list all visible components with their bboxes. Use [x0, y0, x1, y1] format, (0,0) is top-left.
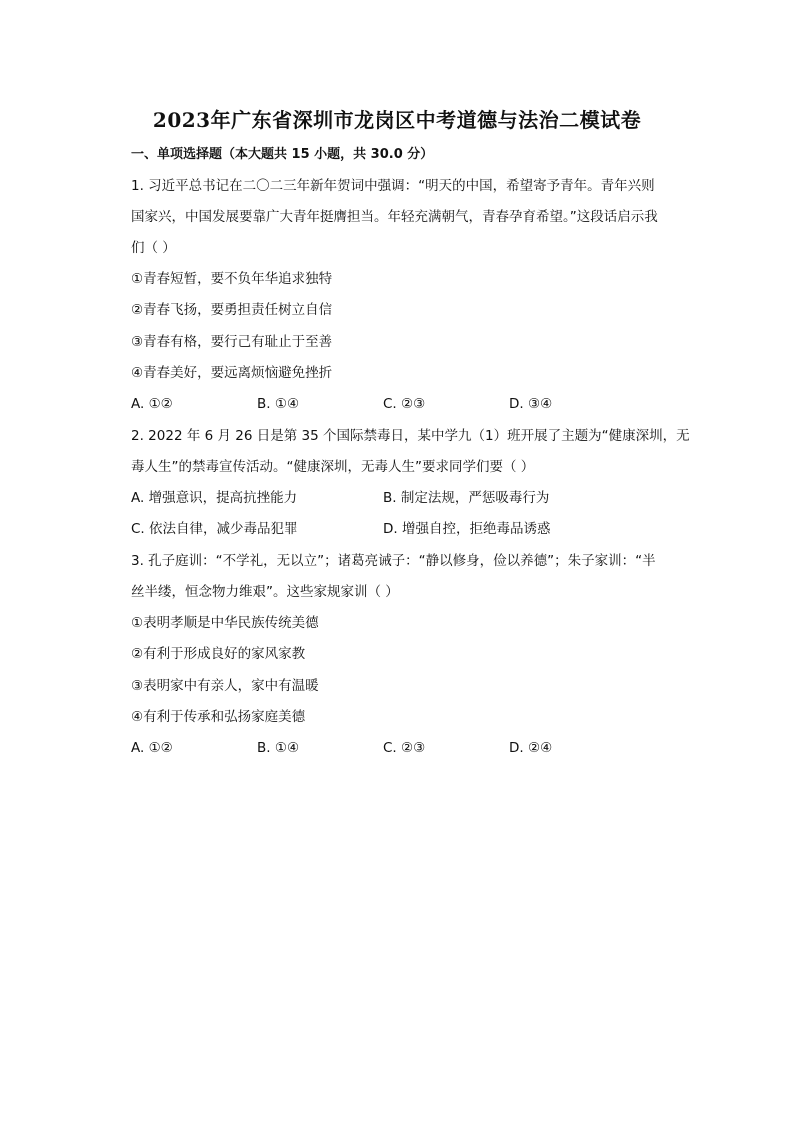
- q3-option-d: D. ②④: [509, 740, 553, 756]
- q2-option-c: C. 依法自律，减少毒品犯罪: [131, 521, 298, 537]
- q1-stem-line-1: 1. 习近平总书记在二〇二三年新年贺词中强调：“明天的中国，希望寄予青年。青年兴则: [131, 178, 655, 194]
- q2-stem-line-1: 2. 2022 年 6 月 26 日是第 35 个国际禁毒日，某中学九（1）班开展了主题为“健康深圳，无: [131, 428, 690, 444]
- q3-option-a: A. ①②: [131, 740, 173, 756]
- q2-option-a: A. 增强意识，提高抗挫能力: [131, 490, 298, 506]
- exam-title: 2023年广东省深圳市龙岗区中考道德与法治二模试卷: [152, 108, 642, 132]
- q1-statement-1: ①青春短暂，要不负年华追求独特: [131, 271, 333, 287]
- q3-stem-line-2: 丝半缕，恒念物力维艰”。这些家规家训（ ）: [131, 584, 399, 600]
- q1-stem-line-3: 们（ ）: [131, 240, 176, 256]
- q3-statement-2: ②有利于形成良好的家风家教: [131, 646, 306, 662]
- q3-statement-4: ④有利于传承和弘扬家庭美德: [131, 709, 306, 725]
- q3-stem-line-1: 3. 孔子庭训：“不学礼，无以立”；诸葛亮诫子：“静以修身，俭以养德”；朱子家训：“半: [131, 553, 656, 569]
- q1-statement-2: ②青春飞扬，要勇担责任树立自信: [131, 302, 333, 318]
- section-heading: 一、单项选择题（本大题共 15 小题，共 30.0 分）: [131, 147, 434, 162]
- q3-statement-1: ①表明孝顺是中华民族传统美德: [131, 615, 319, 631]
- q1-option-b: B. ①④: [257, 396, 300, 412]
- q3-statement-3: ③表明家中有亲人，家中有温暖: [131, 678, 319, 694]
- q3-option-c: C. ②③: [383, 740, 426, 756]
- q1-stem-line-2: 国家兴，中国发展要靠广大青年挺膺担当。年轻充满朝气，青春孕育希望。”这段话启示我: [131, 209, 658, 225]
- q1-option-c: C. ②③: [383, 396, 426, 412]
- q1-option-a: A. ①②: [131, 396, 173, 412]
- q2-option-d: D. 增强自控，拒绝毒品诱惑: [383, 521, 551, 537]
- q1-option-d: D. ③④: [509, 396, 553, 412]
- q2-stem-line-2: 毒人生”的禁毒宣传活动。“健康深圳，无毒人生”要求同学们要（ ）: [131, 459, 535, 475]
- q1-statement-4: ④青春美好，要远离烦恼避免挫折: [131, 365, 333, 381]
- q2-option-b: B. 制定法规，严惩吸毒行为: [383, 490, 550, 506]
- q3-option-b: B. ①④: [257, 740, 300, 756]
- q1-statement-3: ③青春有格，要行己有耻止于至善: [131, 334, 333, 350]
